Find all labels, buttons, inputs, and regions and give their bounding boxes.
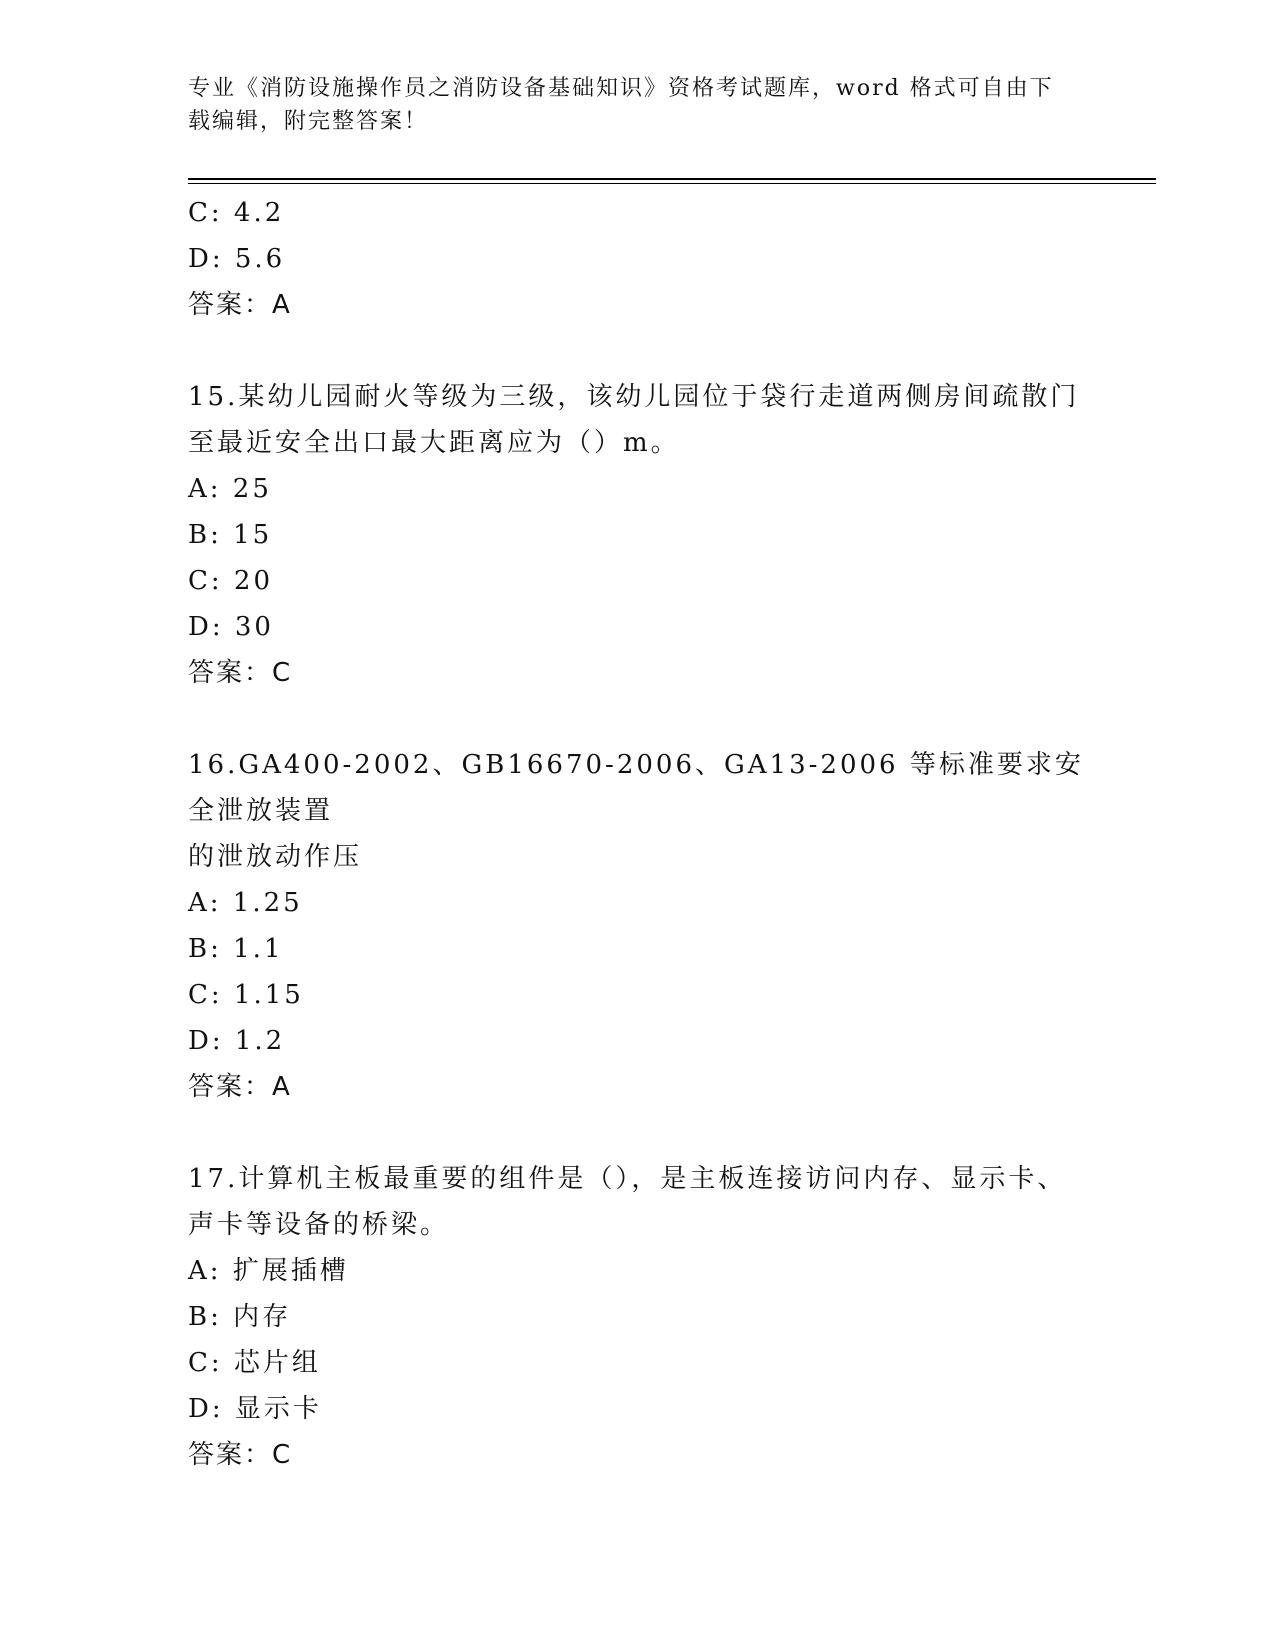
- option-d: D: 1.2: [188, 1026, 286, 1056]
- option-a: A: 1.25: [188, 888, 303, 918]
- option-d: D: 显示卡: [188, 1394, 322, 1424]
- document-header: [188, 72, 1068, 138]
- question-block-17: [188, 1156, 1088, 1478]
- option-b: B: 1.1: [188, 934, 284, 964]
- question-block-prev: [188, 190, 1088, 328]
- option-d: D: 30: [188, 612, 274, 642]
- question-stem-line-2: 的泄放动作压: [188, 842, 363, 872]
- spacer: [188, 1110, 1088, 1156]
- option-b: B: 15: [188, 520, 273, 550]
- question-stem-line-1: 15.某幼儿园耐火等级为三级，该幼儿园位于袋行走道两侧房间疏散门: [188, 382, 1080, 412]
- answer-line: 答案：C: [188, 1440, 293, 1470]
- option-c: C: 1.15: [188, 980, 304, 1010]
- answer-line: 答案：A: [188, 1072, 292, 1102]
- option-d: D: 5.6: [188, 244, 286, 274]
- question-stem-line-2: 至最近安全出口最大距离应为（）m。: [188, 428, 680, 458]
- option-a: A: 扩展插槽: [188, 1256, 349, 1286]
- question-stem-line-2: 声卡等设备的桥梁。: [188, 1210, 450, 1240]
- answer-line: 答案：C: [188, 658, 293, 688]
- question-block-16: [188, 742, 1088, 1110]
- option-c: C: 芯片组: [188, 1348, 321, 1378]
- option-c: C: 20: [188, 566, 274, 596]
- question-stem: [188, 742, 1088, 880]
- header-rule-top: [188, 178, 1156, 180]
- header-line-2: 载编辑，附完整答案！: [188, 109, 429, 134]
- question-stem: [188, 1156, 1088, 1248]
- question-stem-line-1: 16.GA400-2002、GB16670-2006、GA13-2006 等标准要求安全泄放装置: [188, 750, 1084, 826]
- question-block-15: [188, 374, 1088, 696]
- question-stem-line-1: 17.计算机主板最重要的组件是（），是主板连接访问内存、显示卡、: [188, 1164, 1067, 1194]
- option-b: B: 内存: [188, 1302, 292, 1332]
- question-stem: [188, 374, 1088, 466]
- spacer: [188, 328, 1088, 374]
- header-rule-bottom: [188, 183, 1156, 184]
- answer-line: 答案：A: [188, 290, 292, 320]
- option-a: A: 25: [188, 474, 272, 504]
- spacer: [188, 696, 1088, 742]
- document-body: [188, 190, 1088, 1478]
- header-line-1: 专业《消防设施操作员之消防设备基础知识》资格考试题库，word 格式可自由下: [188, 76, 1054, 101]
- option-c: C: 4.2: [188, 198, 285, 228]
